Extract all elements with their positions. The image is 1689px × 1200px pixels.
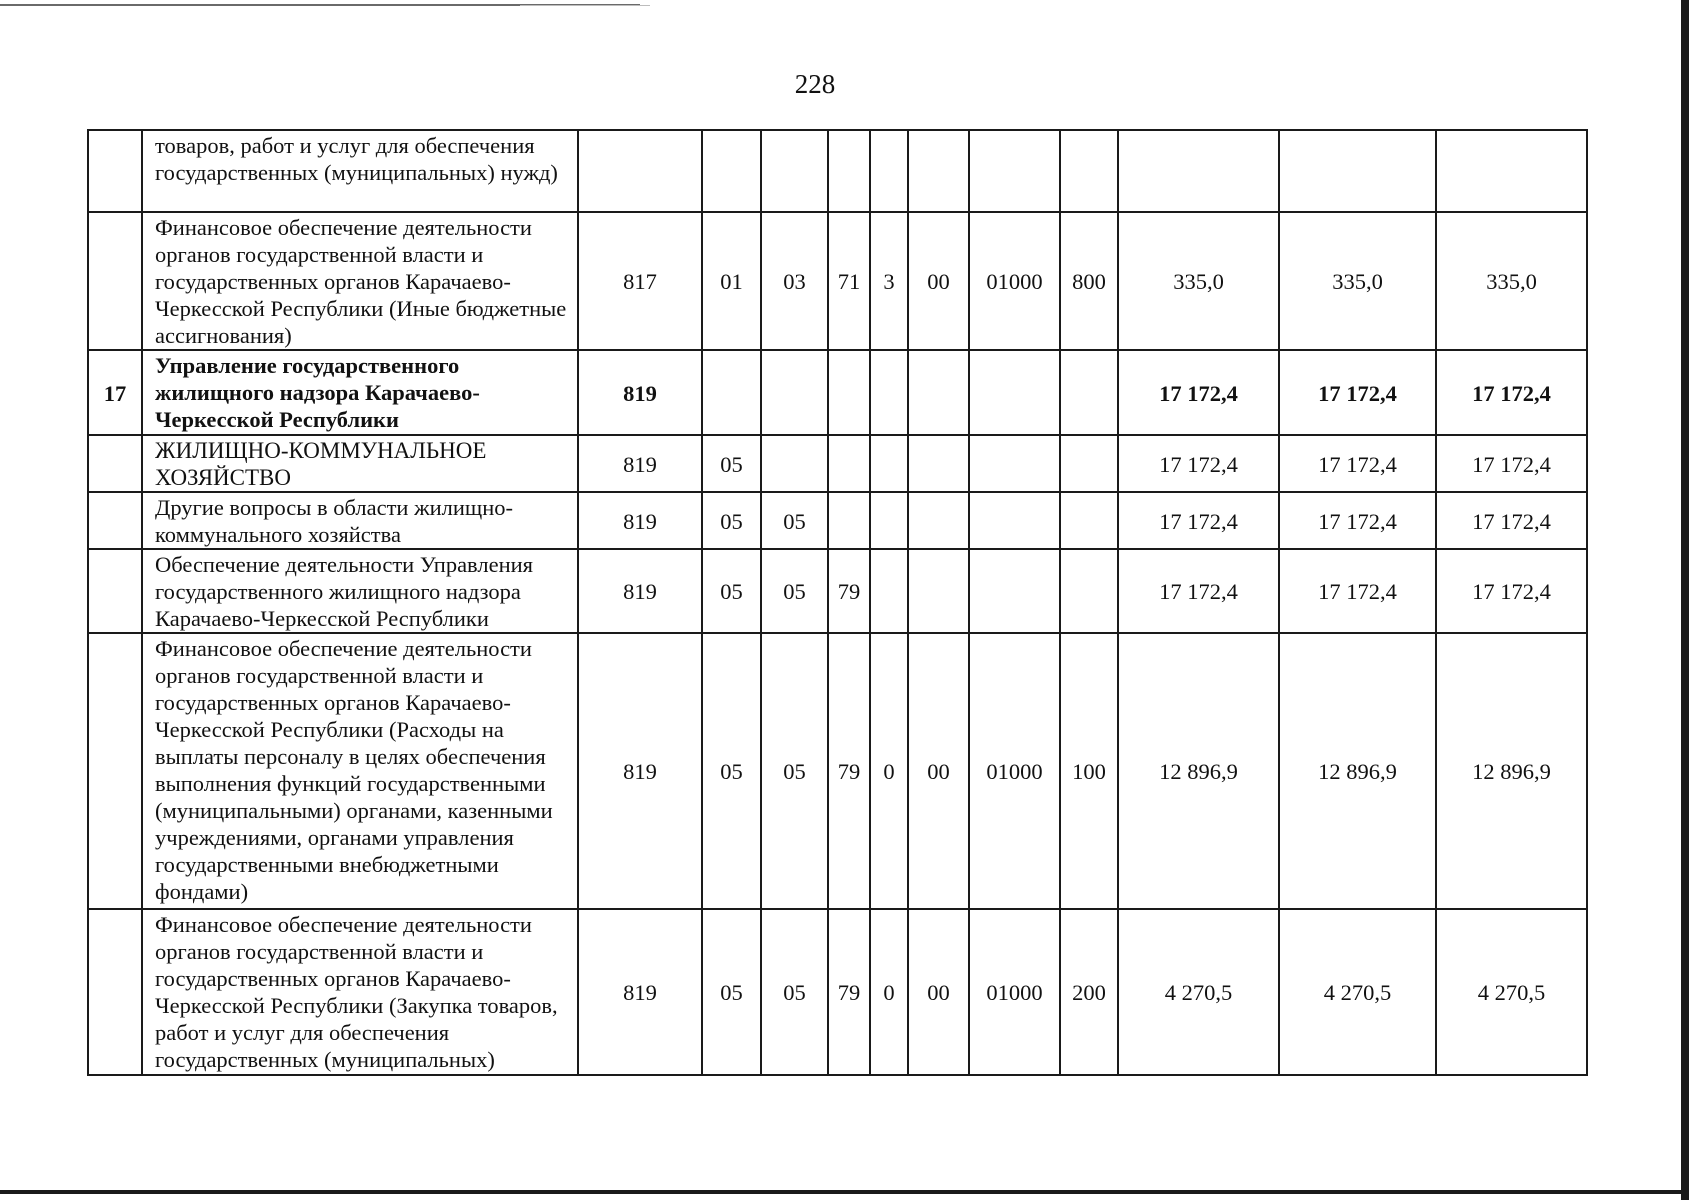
year1-amount-cell: 335,0 [1118,212,1279,350]
table-row [88,435,1587,492]
cs1-cell: 79 [828,549,870,633]
ved-cell: 819 [578,350,702,435]
ved-cell: 819 [578,909,702,1075]
year3-amount-cell: 17 172,4 [1436,492,1587,549]
row-name-cell: товаров, работ и услуг для обеспечения государственных (муниципальных) нужд) [142,130,578,212]
cs4-cell: 01000 [969,633,1060,909]
cs2-cell: 0 [870,633,908,909]
cs4-cell [969,549,1060,633]
cs1-cell [828,435,870,492]
year1-amount-cell: 4 270,5 [1118,909,1279,1075]
table-row [88,212,1587,350]
vr-cell [1060,130,1118,212]
year2-amount-cell: 17 172,4 [1279,435,1436,492]
cs2-cell [870,549,908,633]
cs4-cell [969,350,1060,435]
table-row [88,492,1587,549]
rz-cell: 05 [702,492,761,549]
row-index-cell [88,130,142,212]
row-name-cell: Обеспечение деятельности Управления государственного жилищного надзора Карачаево-Черкесской Республики [142,549,578,633]
cs2-cell [870,130,908,212]
year3-amount-cell: 17 172,4 [1436,350,1587,435]
row-index-cell [88,549,142,633]
table-row [88,909,1587,1075]
year3-amount-cell: 335,0 [1436,212,1587,350]
row-index-cell: 17 [88,350,142,435]
rz-cell: 05 [702,435,761,492]
table-row [88,549,1587,633]
ved-cell: 817 [578,212,702,350]
year3-amount-cell: 12 896,9 [1436,633,1587,909]
cs2-cell: 0 [870,909,908,1075]
cs1-cell: 79 [828,633,870,909]
cs3-cell [908,435,969,492]
rz-cell [702,130,761,212]
cs4-cell [969,435,1060,492]
row-name-cell: Другие вопросы в области жилищно-коммунального хозяйства [142,492,578,549]
vr-cell: 800 [1060,212,1118,350]
cs1-cell [828,492,870,549]
cs1-cell: 71 [828,212,870,350]
row-index-cell [88,909,142,1075]
pr-cell: 05 [761,492,828,549]
year2-amount-cell: 335,0 [1279,212,1436,350]
cs4-cell: 01000 [969,212,1060,350]
pr-cell: 05 [761,549,828,633]
row-index-cell [88,492,142,549]
year2-amount-cell: 17 172,4 [1279,549,1436,633]
cs3-cell: 00 [908,909,969,1075]
top-scan-rule-faint [520,5,650,6]
rz-cell [702,350,761,435]
cs3-cell [908,492,969,549]
cs2-cell [870,492,908,549]
ved-cell [578,130,702,212]
row-index-cell [88,435,142,492]
vr-cell [1060,492,1118,549]
row-index-cell [88,633,142,909]
year1-amount-cell: 17 172,4 [1118,350,1279,435]
vr-cell [1060,435,1118,492]
cs4-cell: 01000 [969,909,1060,1075]
page-number: 228 [794,69,836,99]
ved-cell: 819 [578,435,702,492]
row-name-cell: Финансовое обеспечение деятельности органов государственной власти и государственных органов Карачаево-Черкесской Республики (Закупка товаров, работ и услуг для обеспечения государственных (муниципальных) [142,909,578,1075]
cs1-cell: 79 [828,909,870,1075]
year2-amount-cell [1279,130,1436,212]
year3-amount-cell [1436,130,1587,212]
bottom-scan-rule [0,1190,1689,1194]
year3-amount-cell: 4 270,5 [1436,909,1587,1075]
vr-cell: 100 [1060,633,1118,909]
cs2-cell [870,435,908,492]
cs4-cell [969,492,1060,549]
year3-amount-cell: 17 172,4 [1436,435,1587,492]
cs3-cell: 00 [908,633,969,909]
year2-amount-cell: 12 896,9 [1279,633,1436,909]
cs3-cell [908,350,969,435]
table-row [88,130,1587,212]
year1-amount-cell: 17 172,4 [1118,549,1279,633]
rz-cell: 05 [702,549,761,633]
cs2-cell [870,350,908,435]
pr-cell [761,435,828,492]
pr-cell: 05 [761,633,828,909]
cs2-cell: 3 [870,212,908,350]
pr-cell [761,130,828,212]
ved-cell: 819 [578,549,702,633]
row-name-cell: Финансовое обеспечение деятельности органов государственной власти и государственных органов Карачаево-Черкесской Республики (Расходы на выплаты персоналу в целях обеспечения выполнения функций государственными (муниципальными) органами, казенными учреждениями, органами управления государственными внебюджетными фондами) [142,633,578,909]
year1-amount-cell: 17 172,4 [1118,492,1279,549]
cs3-cell: 00 [908,212,969,350]
rz-cell: 01 [702,212,761,350]
table-row [88,350,1587,435]
pr-cell [761,350,828,435]
rz-cell: 05 [702,909,761,1075]
vr-cell: 200 [1060,909,1118,1075]
cs1-cell [828,130,870,212]
vr-cell [1060,350,1118,435]
year3-amount-cell: 17 172,4 [1436,549,1587,633]
cs3-cell [908,549,969,633]
year2-amount-cell: 4 270,5 [1279,909,1436,1075]
budget-table [87,129,1588,1076]
year2-amount-cell: 17 172,4 [1279,350,1436,435]
year2-amount-cell: 17 172,4 [1279,492,1436,549]
row-name-cell: ЖИЛИЩНО-КОММУНАЛЬНОЕ ХОЗЯЙСТВО [142,435,578,492]
vr-cell [1060,549,1118,633]
ved-cell: 819 [578,633,702,909]
table-row [88,633,1587,909]
year1-amount-cell: 12 896,9 [1118,633,1279,909]
year1-amount-cell: 17 172,4 [1118,435,1279,492]
cs4-cell [969,130,1060,212]
scan-right-edge [1681,0,1689,1200]
year1-amount-cell [1118,130,1279,212]
row-name-cell: Управление государственного жилищного надзора Карачаево-Черкесской Республики [142,350,578,435]
cs1-cell [828,350,870,435]
row-index-cell [88,212,142,350]
ved-cell: 819 [578,492,702,549]
row-name-cell: Финансовое обеспечение деятельности органов государственной власти и государственных органов Карачаево-Черкесской Республики (Иные бюджетные ассигнования) [142,212,578,350]
cs3-cell [908,130,969,212]
rz-cell: 05 [702,633,761,909]
pr-cell: 05 [761,909,828,1075]
pr-cell: 03 [761,212,828,350]
